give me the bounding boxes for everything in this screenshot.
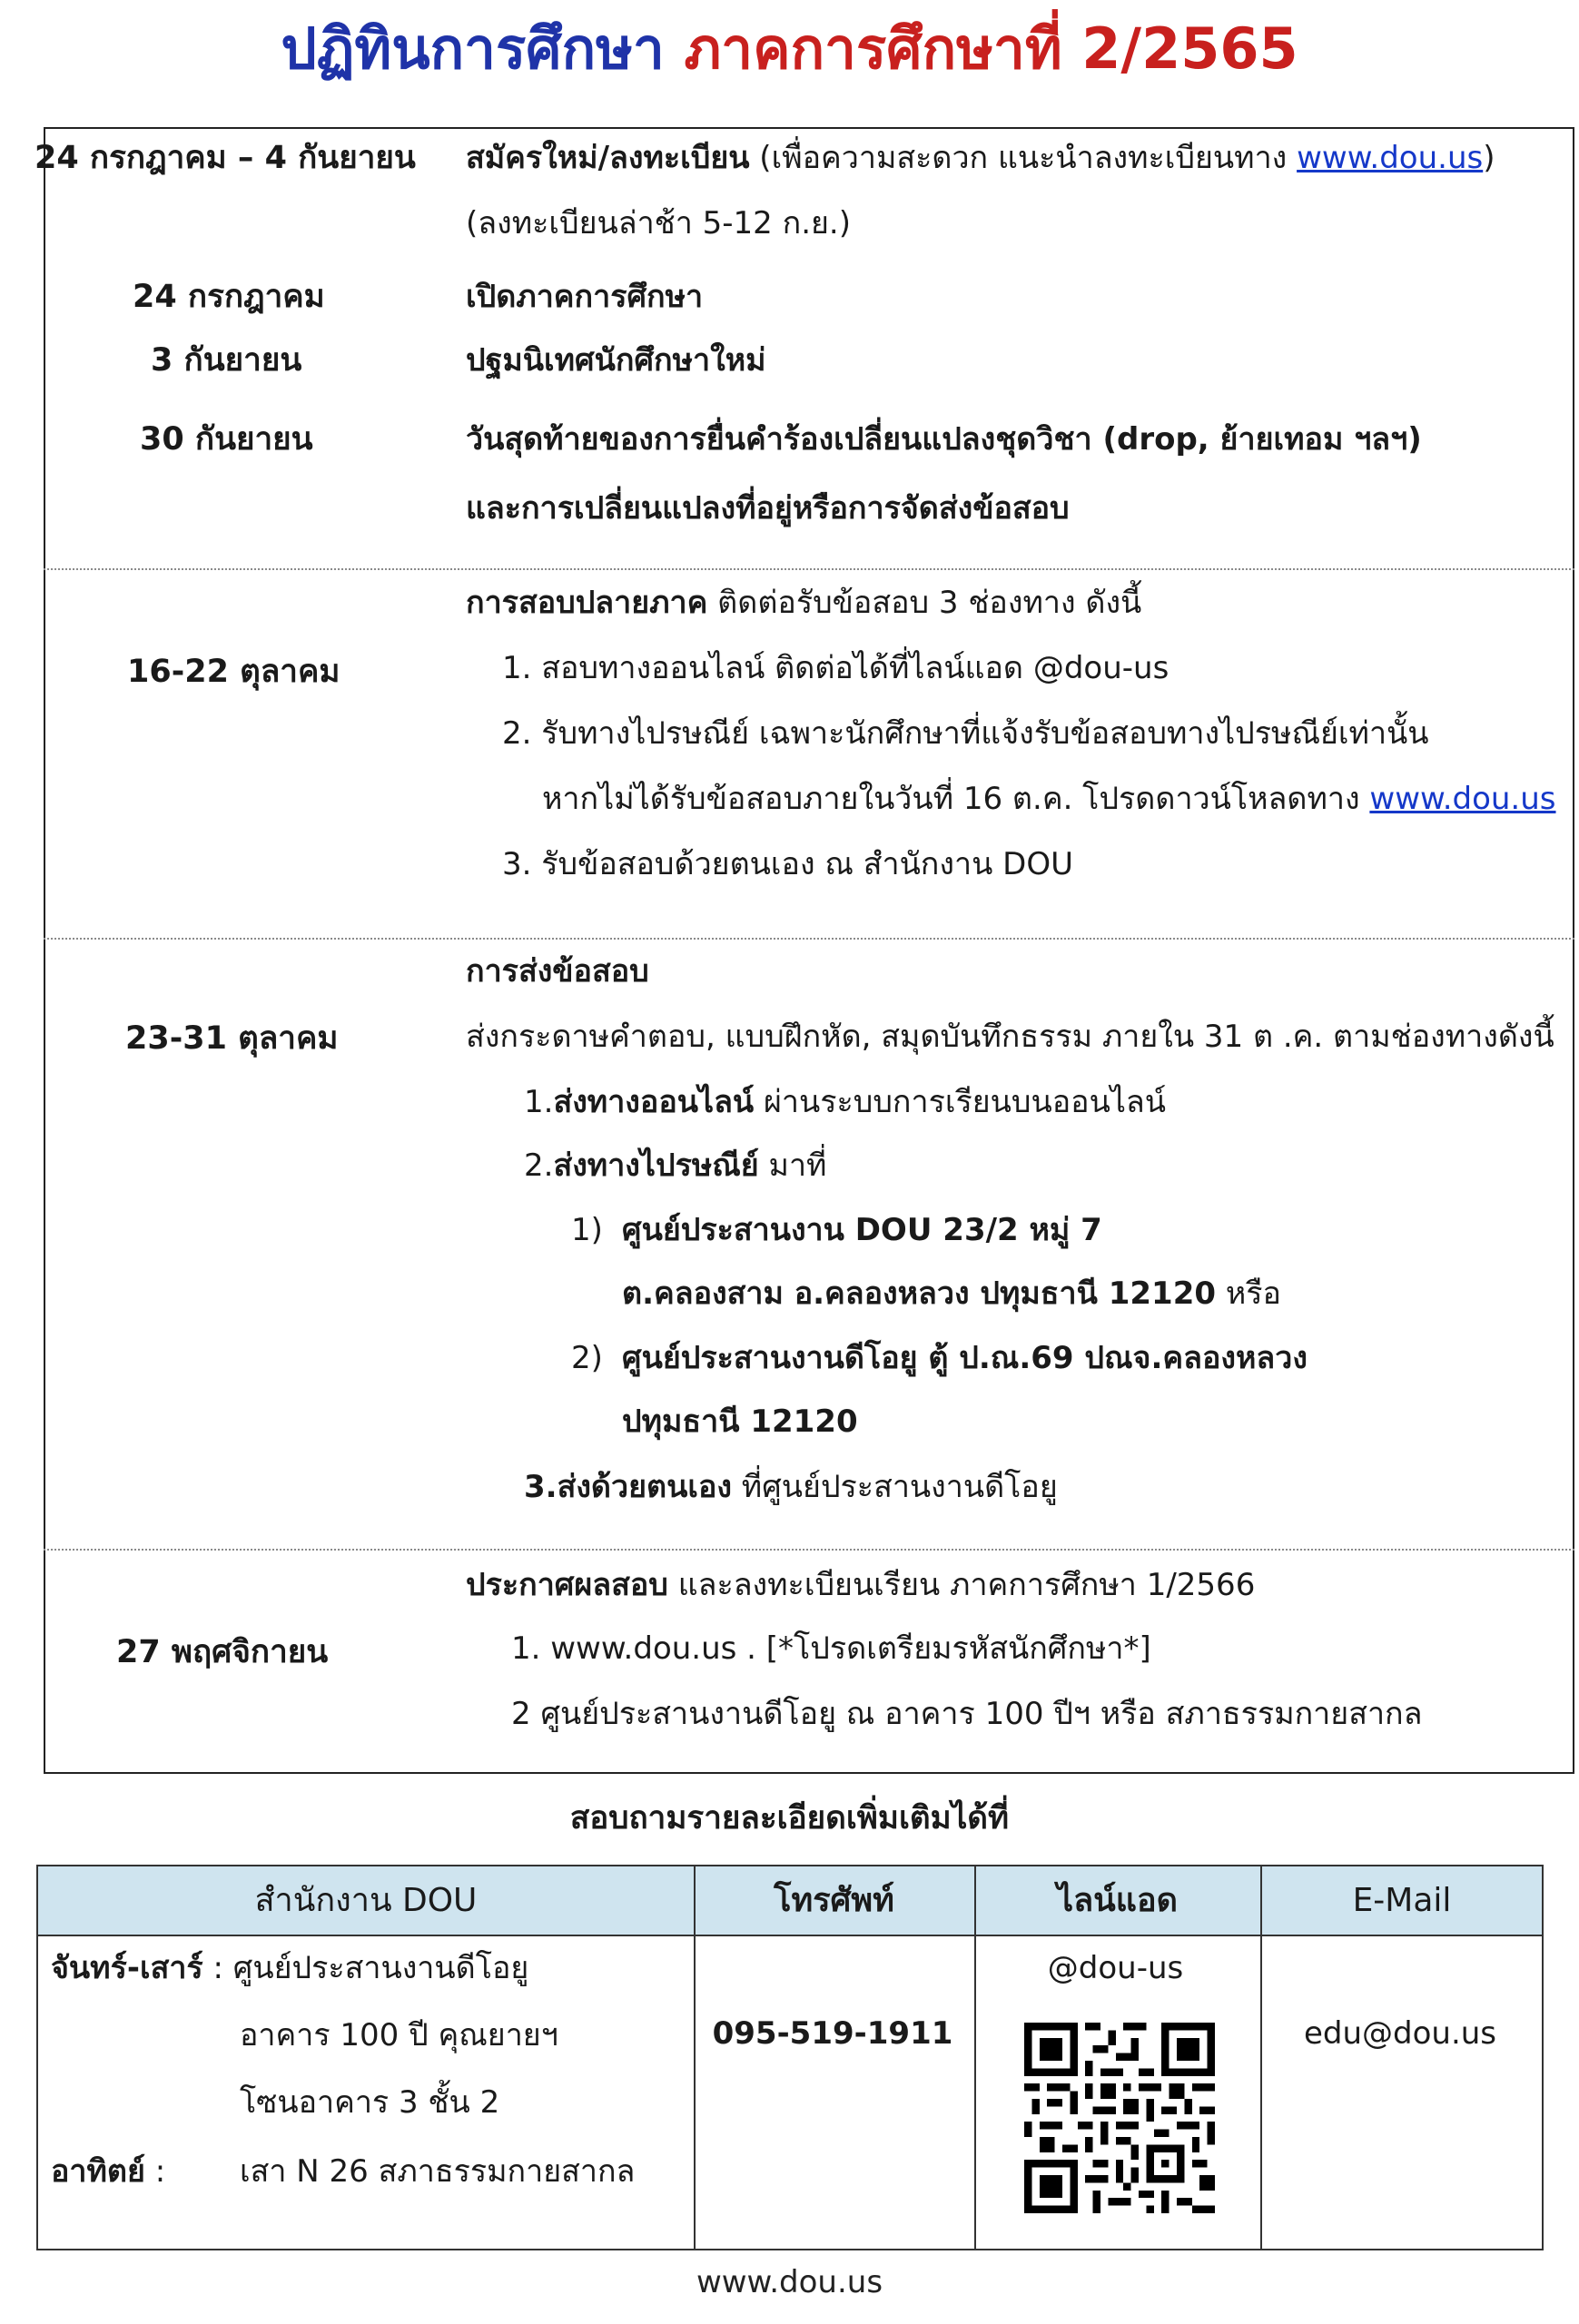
final-exam-download-link[interactable]: www.dou.us xyxy=(1369,781,1556,817)
footer-url[interactable]: www.dou.us xyxy=(696,2264,883,2300)
option-post-title: ส่งทางไปรษณีย์ xyxy=(553,1147,759,1184)
late-registration-note: (ลงทะเบียนล่าช้า 5-12 ก.ย.) xyxy=(466,205,852,241)
address-1-number: 1) xyxy=(571,1212,603,1248)
registration-note: (เพื่อความสะดวก แนะนำลงทะเบียนทาง xyxy=(749,140,1298,176)
weekday-label: จันทร์-เสาร์ xyxy=(51,1950,203,1986)
sunday-separator: : xyxy=(144,2153,166,2190)
address-1-line2 xyxy=(622,1272,1281,1315)
registration-note-end: ) xyxy=(1483,140,1495,176)
drop-deadline-line2: และการเปลี่ยนแปลงที่อยู่หรือการจัดส่งข้อสอบ xyxy=(466,490,1070,527)
address-2-line2: ปทุมธานี 12120 xyxy=(622,1403,858,1440)
final-exam-item-2b xyxy=(542,777,1556,821)
submission-option-online xyxy=(524,1080,1166,1124)
sunday-label: อาทิตย์ xyxy=(51,2153,145,2190)
option-online-title: ส่งทางออนไลน์ xyxy=(553,1084,755,1120)
submission-option-self xyxy=(524,1465,1058,1509)
weekday-separator: : xyxy=(202,1950,233,1986)
orientation-text: ปฐมนิเทศนักศึกษาใหม่ xyxy=(466,342,766,379)
results-title: ประกาศผลสอบ xyxy=(466,1567,668,1603)
submission-option-post xyxy=(524,1144,826,1187)
date-results: 27 พฤศจิกายน xyxy=(116,1634,329,1670)
option-self-desc: ที่ศูนย์ประสานงานดีโอยู xyxy=(732,1469,1058,1505)
date-submission: 23-31 ตุลาคม xyxy=(125,1020,339,1057)
results-subtitle: และลงทะเบียนเรียน ภาคการศึกษา 1/2566 xyxy=(667,1567,1256,1603)
final-exam-heading xyxy=(466,581,1141,625)
office-weekday-line3: โซนอาคาร 3 ชั้น 2 xyxy=(240,2084,500,2121)
contact-heading: สอบถามรายละเอียดเพิ่มเติมได้ที่ xyxy=(569,1800,1010,1837)
results-item-1: 1. www.dou.us . [*โปรดเตรียมรหัสนักศึกษา*] xyxy=(511,1630,1151,1667)
results-item-2: 2 ศูนย์ประสานงานดีโอยู ณ อาคาร 100 ปีฯ หรือ สภาธรรมกายสากล xyxy=(511,1696,1423,1732)
submission-heading: การส่งข้อสอบ xyxy=(466,953,649,990)
final-exam-item-2: 2. รับทางไปรษณีย์ เฉพาะนักศึกษาที่แจ้งรับข้อสอบทางไปรษณีย์เท่านั้น xyxy=(502,715,1429,752)
title-semester: ภาคการศึกษาที่ 2/2565 xyxy=(684,15,1298,82)
option-number: 1. xyxy=(524,1084,554,1120)
drop-deadline-line1: วันสุดท้ายของการยื่นคำร้องเปลี่ยนแปลงชุดวิชา (drop, ย้ายเทอม ฯลฯ) xyxy=(466,421,1422,458)
header-phone: โทรศัพท์ xyxy=(774,1882,894,1919)
address-1-city: ต.คลองสาม อ.คลองหลวง ปทุมธานี 12120 xyxy=(622,1275,1217,1312)
header-office: สำนักงาน DOU xyxy=(254,1882,478,1919)
final-exam-title: การสอบปลายภาค xyxy=(466,585,708,621)
page-title xyxy=(0,13,1579,85)
title-main: ปฏิทินการศึกษา xyxy=(281,15,665,82)
office-sunday xyxy=(51,2150,165,2193)
address-2-number: 2) xyxy=(571,1340,603,1376)
weekday-location: ศูนย์ประสานงานดีโอยู xyxy=(232,1950,529,1986)
semester-open-text: เปิดภาคการศึกษา xyxy=(466,279,704,315)
contact-phone[interactable]: 095-519-1911 xyxy=(712,2015,953,2052)
header-email: E-Mail xyxy=(1352,1882,1452,1919)
registration-title: สมัครใหม่/ลงทะเบียน xyxy=(466,140,750,176)
date-semester-open: 24 กรกฎาคม xyxy=(133,279,325,315)
final-exam-subtitle: ติดต่อรับข้อสอบ 3 ช่องทาง ดังนี้ xyxy=(707,585,1142,621)
date-drop-deadline: 30 กันยายน xyxy=(140,421,313,458)
final-exam-item-3: 3. รับข้อสอบด้วยตนเอง ณ สำนักงาน DOU xyxy=(502,846,1073,882)
submission-line1: ส่งกระดาษคำตอบ, แบบฝึกหัด, สมุดบันทึกธรรม ภายใน 31 ต .ค. ตามช่องทางดังนี้ xyxy=(466,1019,1554,1055)
address-or: หรือ xyxy=(1216,1275,1281,1312)
address-2-line1: ศูนย์ประสานงานดีโอยู ตู้ ป.ณ.69 ปณจ.คลองหลวง xyxy=(622,1340,1308,1376)
header-line: ไลน์แอด xyxy=(1057,1882,1178,1919)
option-self-title: 3.ส่งด้วยตนเอง xyxy=(524,1469,732,1505)
date-orientation: 3 กันยายน xyxy=(151,342,302,379)
address-1-line1: ศูนย์ประสานงาน DOU 23/2 หมู่ 7 xyxy=(622,1212,1102,1248)
date-final-exam: 16-22 ตุลาคม xyxy=(127,654,340,690)
office-weekday xyxy=(51,1946,528,1990)
row-divider xyxy=(44,568,1574,570)
option-online-desc: ผ่านระบบการเรียนบนออนไลน์ xyxy=(754,1084,1166,1120)
contact-line-id[interactable]: @dou-us xyxy=(1047,1950,1184,1986)
final-exam-item-1: 1. สอบทางออนไลน์ ติดต่อได้ที่ไลน์แอด @dou-us xyxy=(502,650,1169,686)
office-sunday-location: เสา N 26 สภาธรรมกายสากล xyxy=(240,2153,636,2190)
contact-email[interactable]: edu@dou.us xyxy=(1303,2015,1497,2052)
registration-link[interactable]: www.dou.us xyxy=(1297,140,1484,176)
final-exam-download-note: หากไม่ได้รับข้อสอบภายในวันที่ 16 ต.ค. โปรดดาวน์โหลดทาง xyxy=(542,781,1370,817)
row-divider xyxy=(44,938,1574,940)
option-post-desc: มาที่ xyxy=(758,1147,827,1184)
results-heading xyxy=(466,1563,1255,1607)
qr-code-icon[interactable] xyxy=(1024,2023,1215,2213)
office-weekday-line2: อาคาร 100 ปี คุณยายฯ xyxy=(240,2017,558,2053)
date-registration: 24 กรกฎาคม – 4 กันยายน xyxy=(35,140,416,176)
registration-line xyxy=(466,136,1495,180)
option-number: 2. xyxy=(524,1147,554,1184)
row-divider xyxy=(44,1549,1574,1551)
